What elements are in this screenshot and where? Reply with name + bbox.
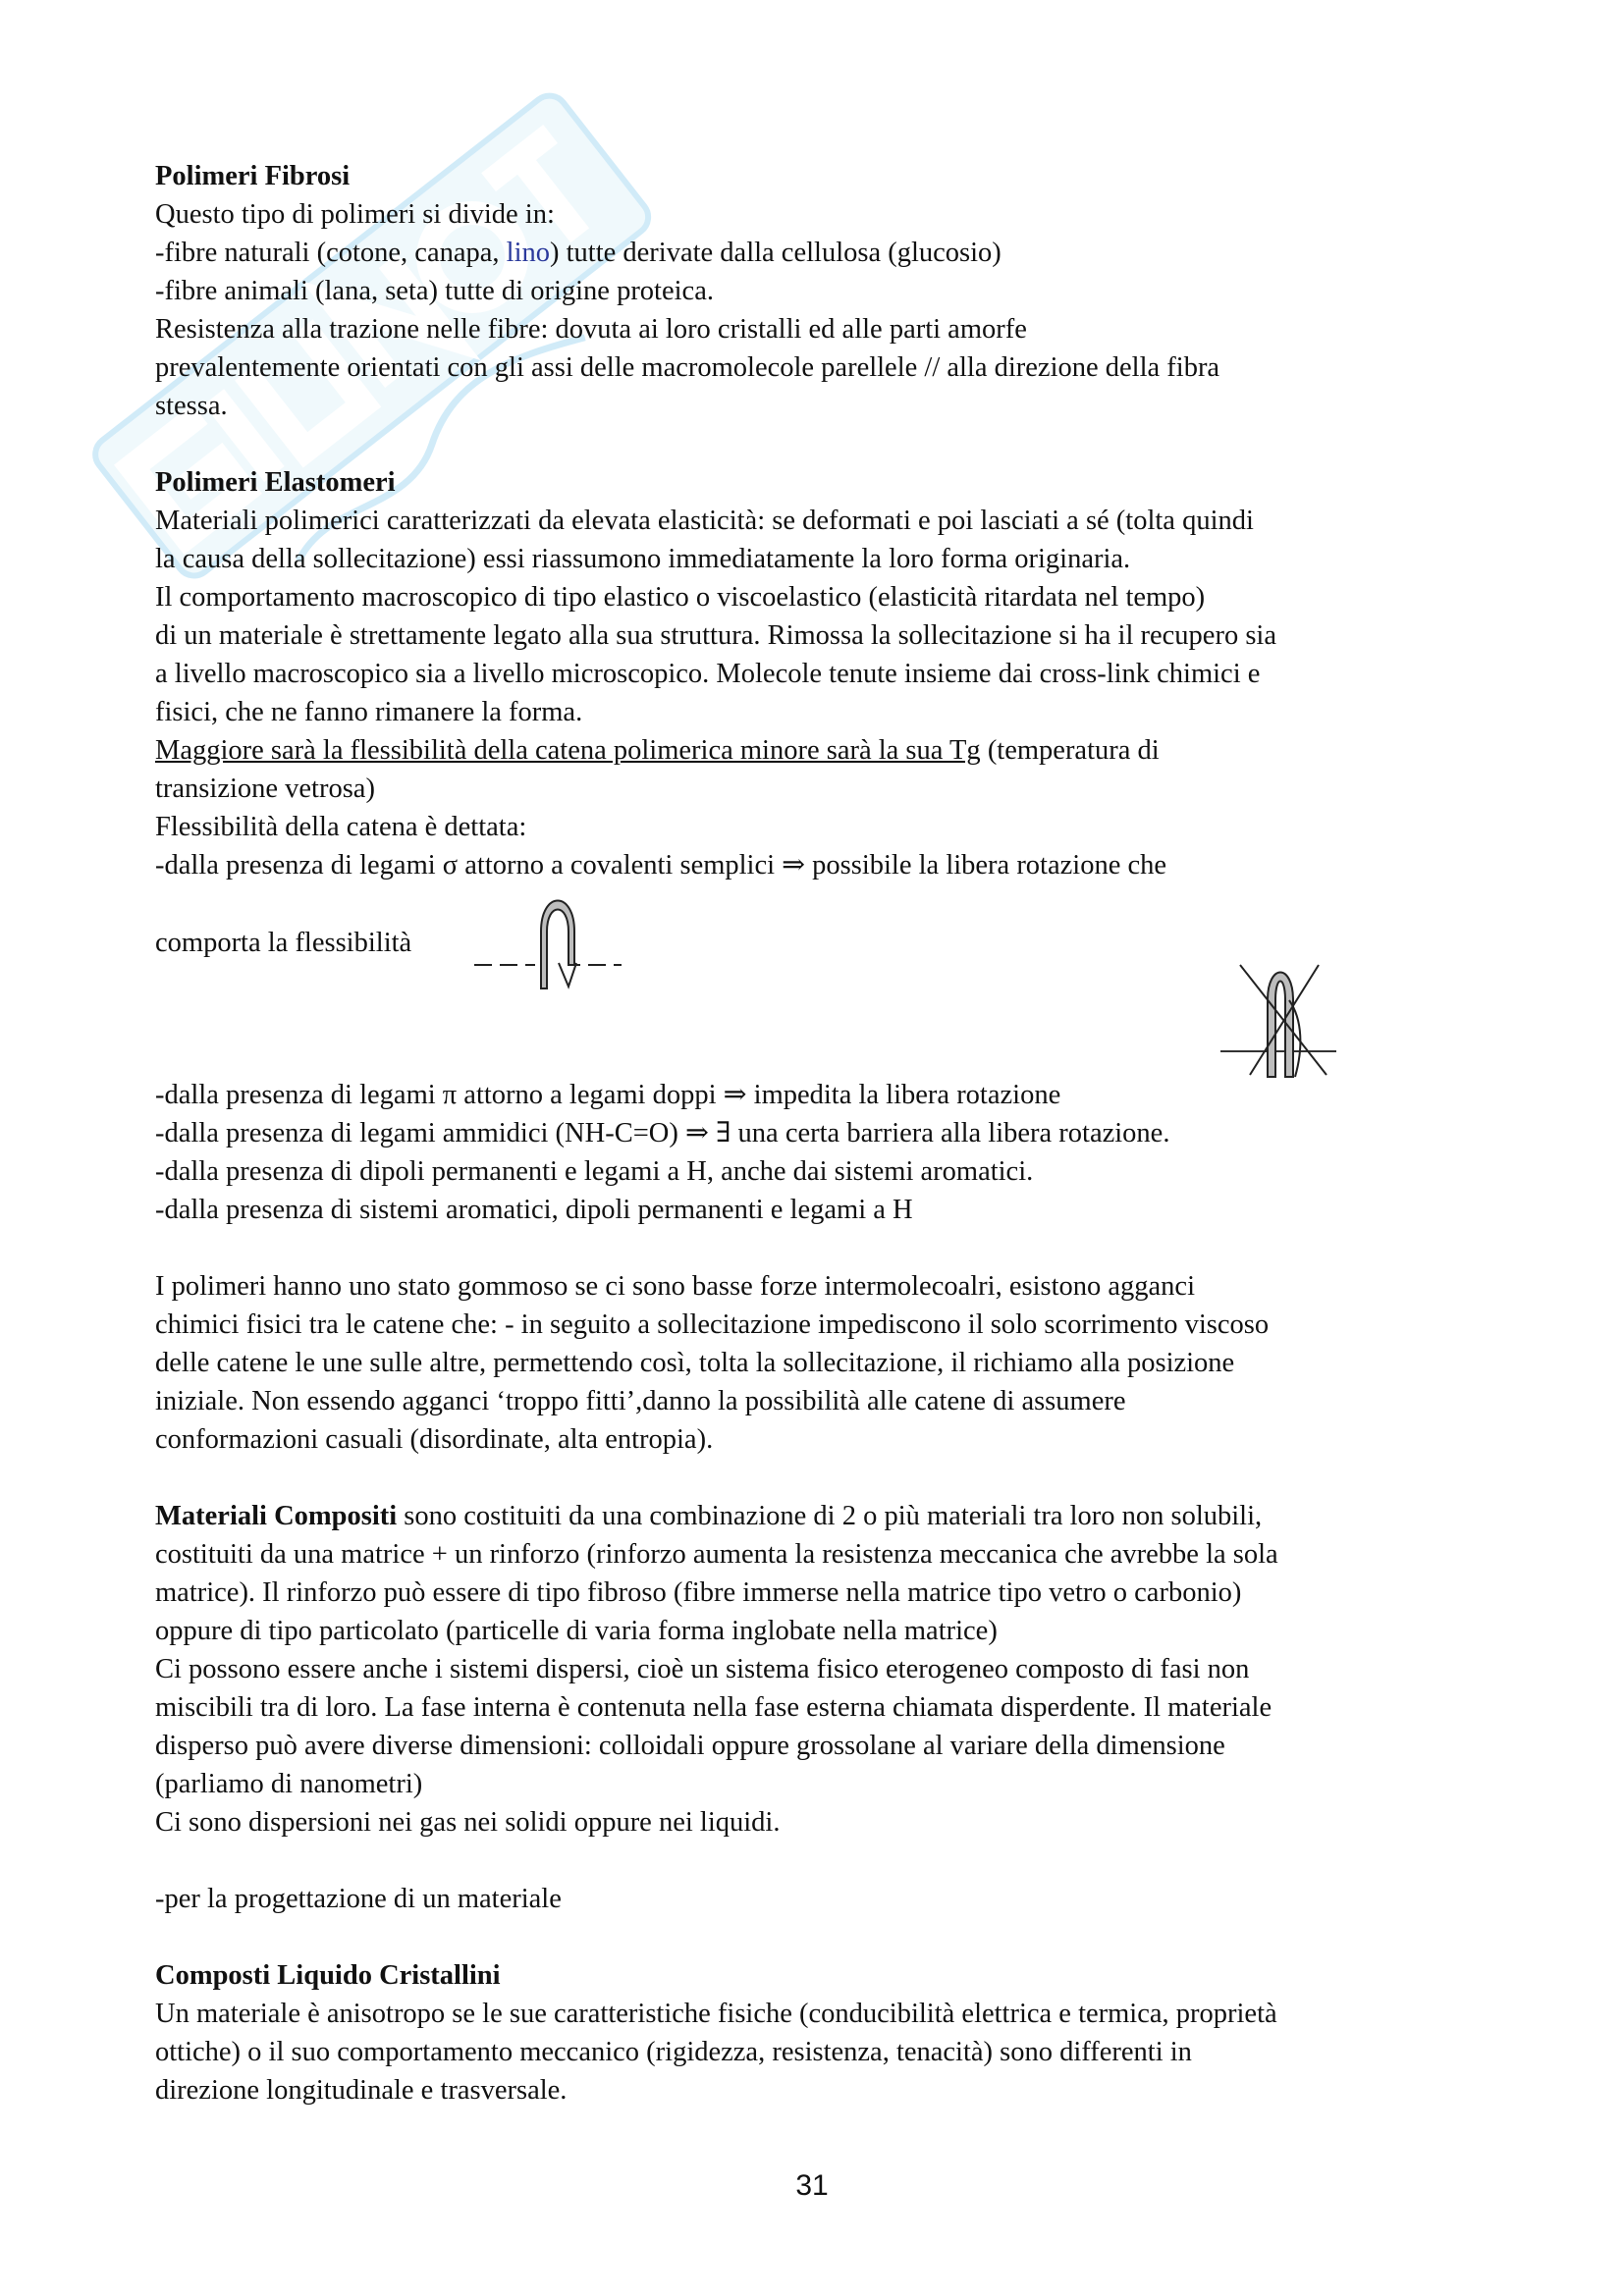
paragraph-line: -dalla presenza di dipoli permanenti e legami a H, anche dai sistemi aromatici. <box>155 1156 1034 1187</box>
paragraph-line <box>155 234 1490 272</box>
paragraph-line: I polimeri hanno uno stato gommoso se ci sono basse forze intermolecoalri, esistono agganci <box>155 1271 1195 1302</box>
paragraph-line: Un materiale è anisotropo se le sue caratteristiche fisiche (conducibilità elettrica e termica, proprietà <box>155 1999 1277 2029</box>
double-bond-figure-row <box>155 961 1490 1076</box>
paragraph-line: a livello macroscopico sia a livello microscopico. Molecole tenute insieme dai cross-link chimici e <box>155 659 1261 689</box>
paragraph-line: Ci sono dispersioni nei gas nei solidi oppure nei liquidi. <box>155 1807 781 1838</box>
paragraph-line <box>155 1497 1490 1535</box>
paragraph-line: -per la progettazione di un materiale <box>155 1884 562 1914</box>
paragraph-line: delle catene le une sulle altre, permettendo così, tolta la sollecitazione, il richiamo alla posizione <box>155 1348 1235 1378</box>
underlined-statement: Maggiore sarà la flessibilità della catena polimerica minore sarà la sua Tg <box>155 735 981 766</box>
heading-composti-liquido-cristallini: Composti Liquido Cristallini <box>155 1960 501 1991</box>
page-number: 31 <box>795 2169 829 2202</box>
double-bond-rotation-blocked-diagram <box>1220 961 1336 1079</box>
paragraph-line: miscibili tra di loro. La fase interna è contenuta nella fase esterna chiamata disperdente. Il materiale <box>155 1692 1272 1723</box>
paragraph-line: stessa. <box>155 391 228 421</box>
paragraph-line: matrice). Il rinforzo può essere di tipo fibroso (fibre immerse nella matrice tipo vetro o carbonio) <box>155 1577 1242 1608</box>
text-span: sono costituiti da una combinazione di 2 o più materiali tra loro non solubili, <box>397 1501 1263 1531</box>
paragraph-line: comporta la flessibilità <box>155 928 412 958</box>
paragraph-line: -dalla presenza di legami σ attorno a covalenti semplici ⇒ possibile la libera rotazione che <box>155 850 1167 881</box>
paragraph-line: -fibre animali (lana, seta) tutte di origine proteica. <box>155 276 714 306</box>
paragraph-line: -dalla presenza di legami π attorno a legami doppi ⇒ impedita la libera rotazione <box>155 1080 1061 1110</box>
text-span: -fibre naturali (cotone, canapa, <box>155 238 507 268</box>
paragraph-line: di un materiale è strettamente legato alla sua struttura. Rimossa la sollecitazione si ha il recupero sia <box>155 620 1276 651</box>
paragraph-line: Resistenza alla trazione nelle fibre: dovuta ai loro cristalli ed alle parti amorfe <box>155 314 1027 345</box>
highlighted-word-lino: lino <box>506 238 550 268</box>
flexibility-figure-row <box>155 884 1490 961</box>
paragraph-line: la causa della sollecitazione) essi riassumono immediatamente la loro forma originaria. <box>155 544 1131 574</box>
paragraph-line: prevalentemente orientati con gli assi delle macromolecole parellele // alla direzione della fibra <box>155 352 1220 383</box>
heading-polimeri-elastomeri: Polimeri Elastomeri <box>155 467 396 498</box>
paragraph-line: Il comportamento macroscopico di tipo elastico o viscoelastico (elasticità ritardata nel tempo) <box>155 582 1206 613</box>
heading-polimeri-fibrosi: Polimeri Fibrosi <box>155 161 351 191</box>
paragraph-line <box>155 731 1490 770</box>
paragraph-line: ottiche) o il suo comportamento meccanico (rigidezza, resistenza, tenacità) sono differenti in <box>155 2037 1192 2067</box>
paragraph-line: Materiali polimerici caratterizzati da elevata elasticità: se deformati e poi lasciati a sé (tolta quindi <box>155 506 1254 536</box>
text-span: ) tutte derivate dalla cellulosa (glucosio) <box>550 238 1001 268</box>
paragraph-line: transizione vetrosa) <box>155 774 375 804</box>
paragraph-line: (parliamo di nanometri) <box>155 1769 423 1799</box>
paragraph-line: oppure di tipo particolato (particelle di varia forma inglobate nella matrice) <box>155 1616 998 1646</box>
paragraph-line: Questo tipo di polimeri si divide in: <box>155 199 555 230</box>
heading-materiali-compositi: Materiali Compositi <box>155 1501 398 1531</box>
paragraph-line: -dalla presenza di legami ammidici (NH-C=O) ⇒ ∃ una certa barriera alla libera rotazione. <box>155 1118 1170 1148</box>
paragraph-line: -dalla presenza di sistemi aromatici, dipoli permanenti e legami a H <box>155 1195 913 1225</box>
paragraph-line: chimici fisici tra le catene che: - in seguito a sollecitazione impediscono il solo scorrimento viscoso <box>155 1309 1270 1340</box>
text-span: (temperatura di <box>980 735 1160 766</box>
paragraph-line: iniziale. Non essendo agganci ‘troppo fitti’,danno la possibilità alle catene di assumere <box>155 1386 1126 1416</box>
paragraph-line: costituiti da una matrice + un rinforzo (rinforzo aumenta la resistenza meccanica che avrebbe la sola <box>155 1539 1278 1570</box>
paragraph-line: conformazioni casuali (disordinate, alta entropia). <box>155 1424 714 1455</box>
paragraph-line: direzione longitudinale e trasversale. <box>155 2075 568 2106</box>
paragraph-line: disperso può avere diverse dimensioni: colloidali oppure grossolane al variare della dimensione <box>155 1731 1225 1761</box>
page-body <box>155 157 1490 2109</box>
paragraph-line: Ci possono essere anche i sistemi dispersi, cioè un sistema fisico eterogeneo composto di fasi non <box>155 1654 1250 1684</box>
paragraph-line: fisici, che ne fanno rimanere la forma. <box>155 697 583 727</box>
paragraph-line: Flessibilità della catena è dettata: <box>155 812 527 842</box>
